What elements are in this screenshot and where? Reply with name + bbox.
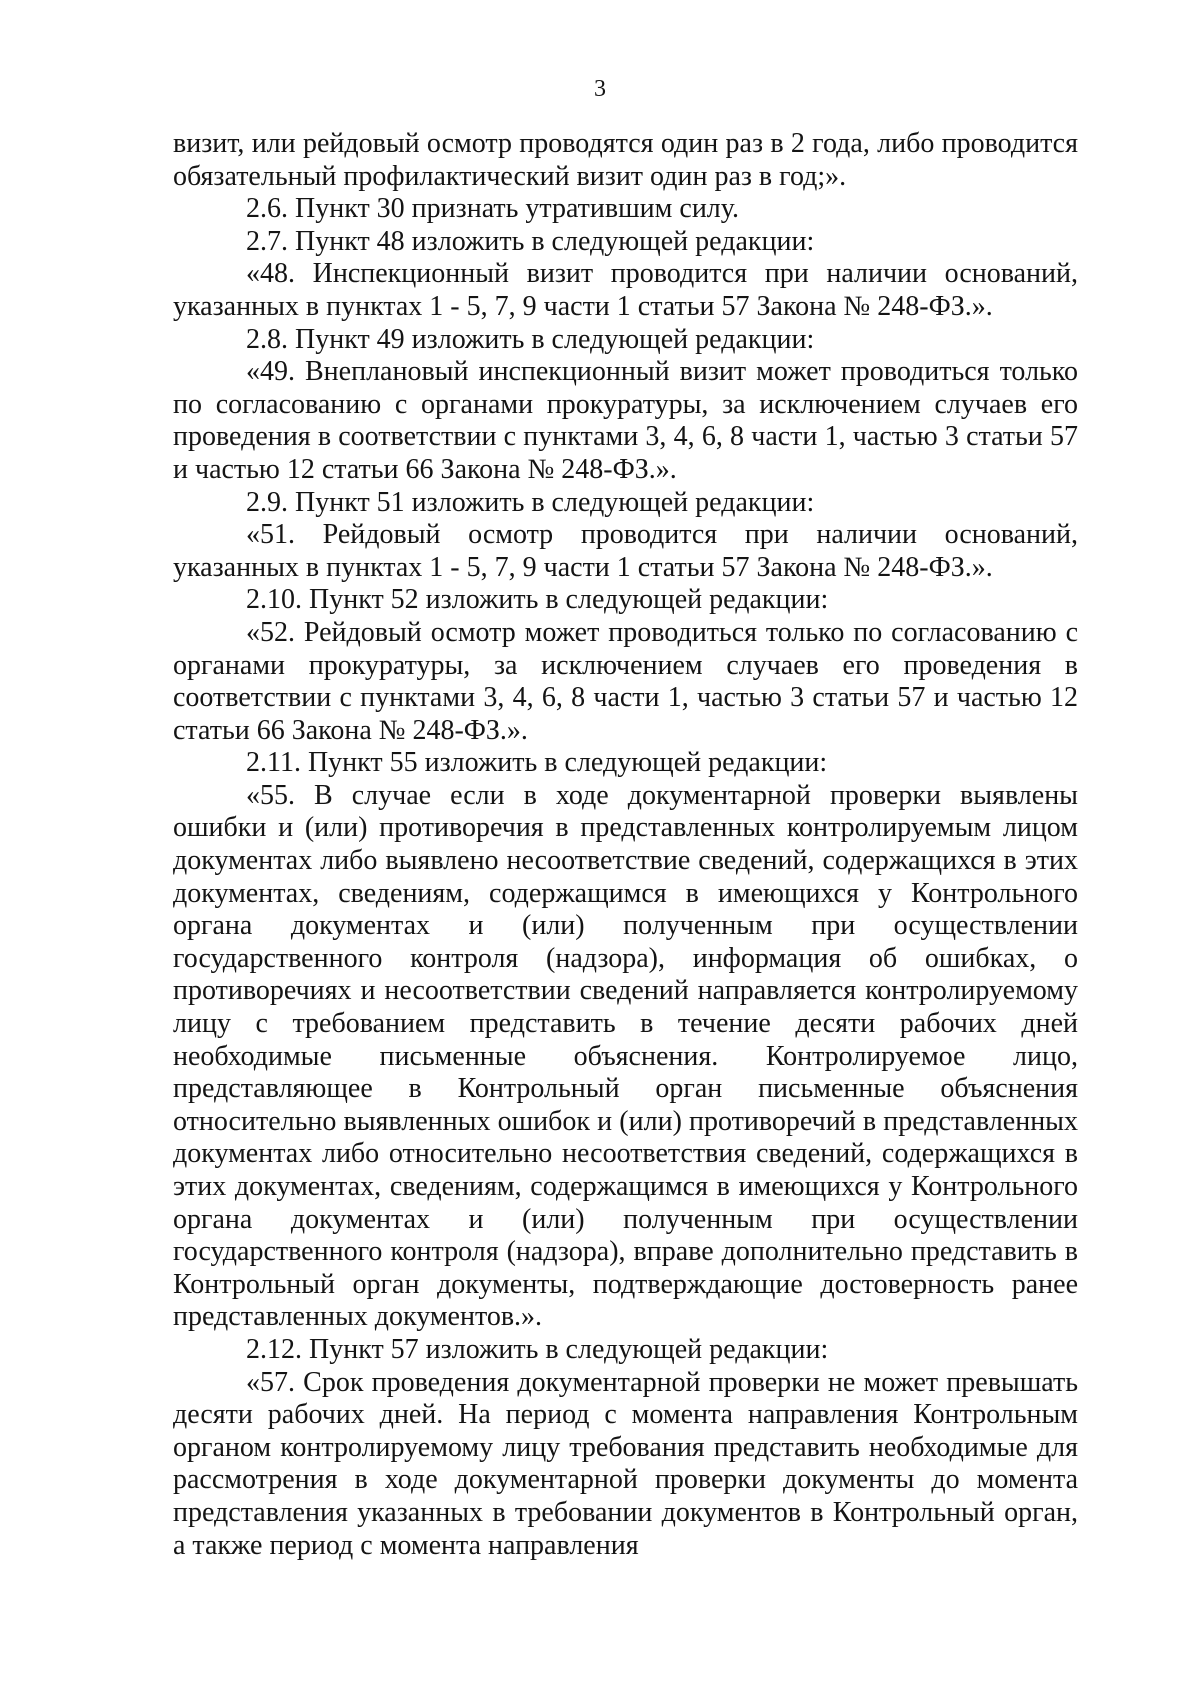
- page-number: 3: [594, 76, 606, 102]
- paragraph-2-10: 2.10. Пункт 52 изложить в следующей редакции:: [246, 584, 829, 616]
- paragraph-quote-51: «51. Рейдовый осмотр проводится при наличии оснований, указанных в пунктах 1 - 5, 7, 9 части 1 статьи 57 Закона № 248-ФЗ.».: [173, 519, 1078, 583]
- paragraph-2-8: 2.8. Пункт 49 изложить в следующей редакции:: [246, 323, 815, 355]
- paragraph-quote-52: «52. Рейдовый осмотр может проводиться только по согласованию с органами прокуратуры, за исключением случаев его проведения в соответствии с пунктами 3, 4, 6, 8 части 1, частью 3 статьи 57 и частью 12 статьи 66 Закона № 248-ФЗ.».: [173, 616, 1078, 746]
- document-body: [173, 128, 1078, 1562]
- paragraph-2-7: 2.7. Пункт 48 изложить в следующей редакции:: [246, 225, 815, 257]
- paragraph-quote-49: «49. Внеплановый инспекционный визит может проводиться только по согласованию с органами прокуратуры, за исключением случаев его проведения в соответствии с пунктами 3, 4, 6, 8 части 1, частью 3 статьи 57 и частью 12 статьи 66 Закона № 248-ФЗ.».: [173, 356, 1078, 485]
- paragraph-continuation: визит, или рейдовый осмотр проводятся один раз в 2 года, либо проводится обязательный профилактический визит один раз в год;».: [173, 128, 1078, 192]
- paragraph-quote-48: «48. Инспекционный визит проводится при наличии оснований, указанных в пунктах 1 - 5, 7, 9 части 1 статьи 57 Закона № 248-ФЗ.».: [173, 258, 1078, 322]
- paragraph-2-12: 2.12. Пункт 57 изложить в следующей редакции:: [246, 1333, 829, 1365]
- paragraph-2-11: 2.11. Пункт 55 изложить в следующей редакции:: [246, 747, 828, 779]
- paragraph-quote-55: «55. В случае если в ходе документарной проверки выявлены ошибки и (или) противоречия в представленных контролируемым лицом документах либо выявлено несоответствие сведений, содержащихся в этих документах, сведениям, содержащимся в имеющихся у Контрольного органа документах и (или) полученным при осуществлении государственного контроля (надзора), информация об ошибках, о противоречиях и несоответствии сведений направляется контролируемому лицу с требованием представить в течение десяти рабочих дней необходимые письменные объяснения. Контролируемое лицо, представляющее в Контрольный орган письменные объяснения относительно выявленных ошибок и (или) противоречий в представленных документах либо относительно несоответствия сведений, содержащихся в этих документах, сведениям, содержащимся в имеющихся у Контрольного органа документах и (или) полученным при осуществлении государственного контроля (надзора), вправе дополнительно представить в Контрольный орган документы, подтверждающие достоверность ранее представленных документов.».: [173, 779, 1078, 1333]
- paragraph-2-9: 2.9. Пункт 51 изложить в следующей редакции:: [246, 486, 815, 518]
- paragraph-quote-57: «57. Срок проведения документарной проверки не может превышать десяти рабочих дней. На период с момента направления Контрольным органом контролируемому лицу требования представить необходимые для рассмотрения в ходе документарной проверки документы до момента представления указанных в требовании документов в Контрольный орган, а также период с момента направления: [173, 1366, 1078, 1561]
- paragraph-2-6: 2.6. Пункт 30 признать утратившим силу.: [246, 193, 739, 225]
